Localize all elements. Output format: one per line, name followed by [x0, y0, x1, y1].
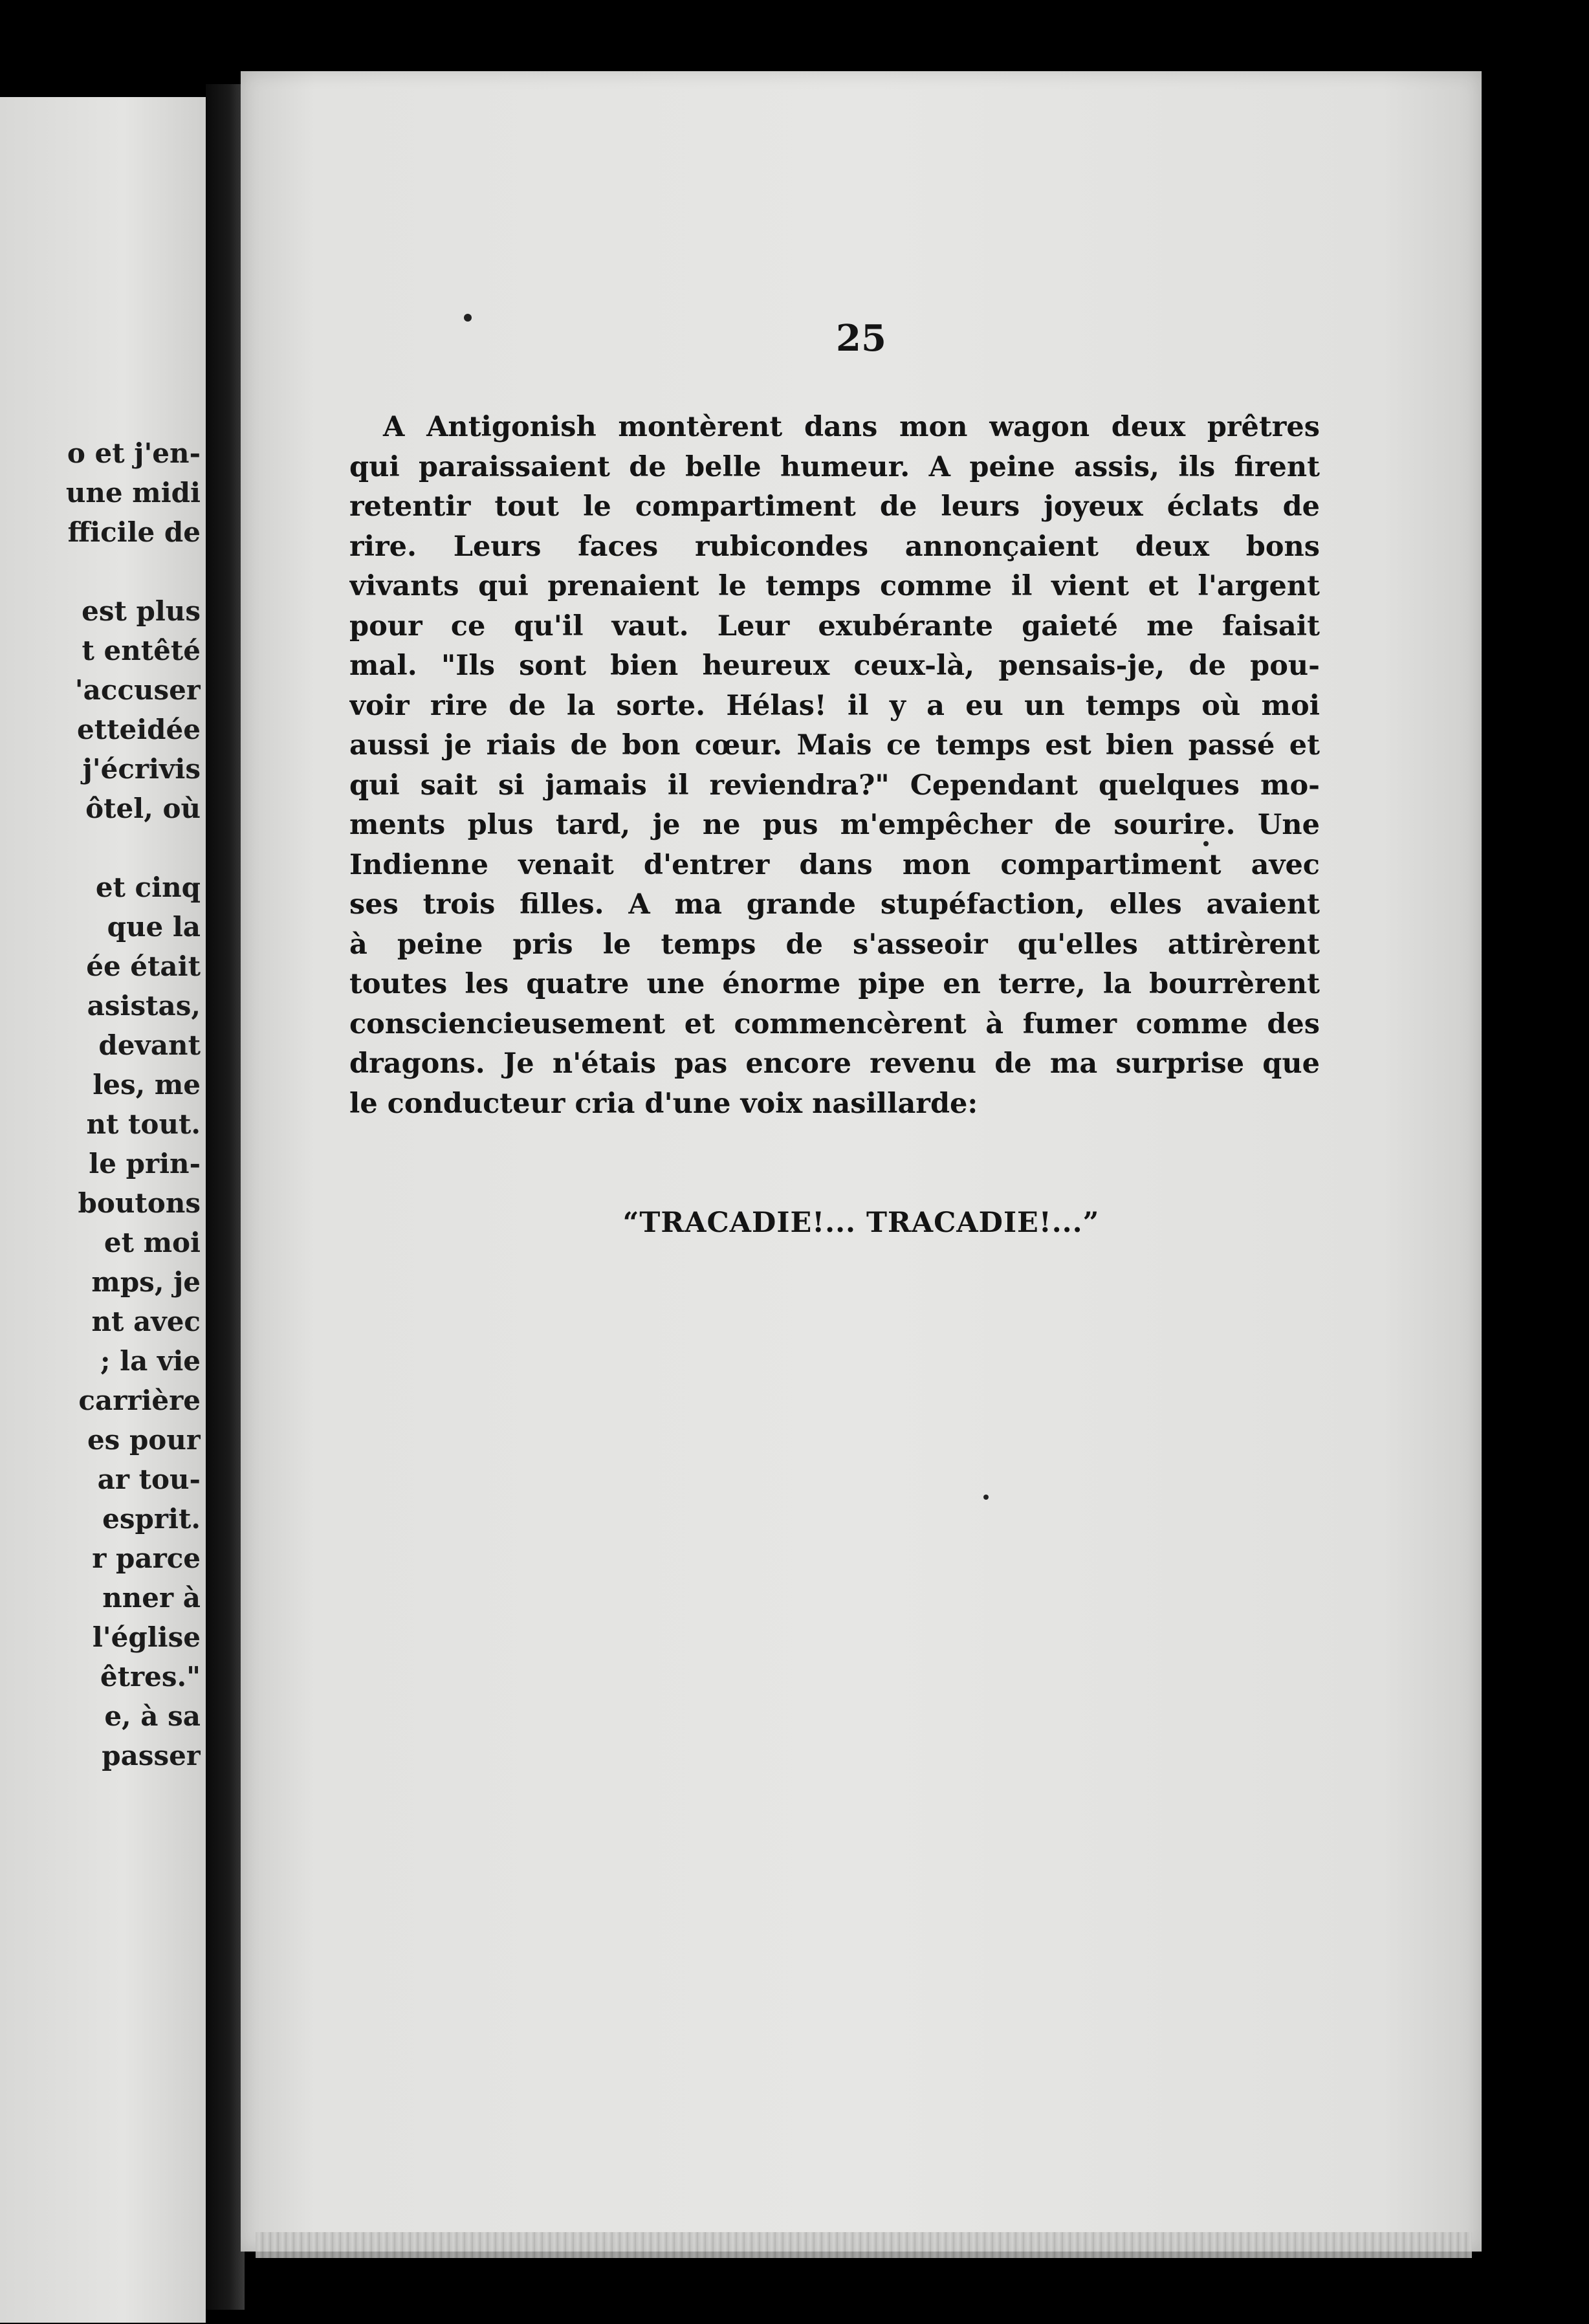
body-paragraph	[349, 408, 1320, 1124]
text-line: aussi je riais de bon cœur. Mais ce temps est bien passé et	[349, 729, 1320, 762]
previous-page-line: esprit.	[102, 1503, 201, 1535]
previous-page-line: etteidée	[76, 714, 201, 745]
previous-page-line: e, à sa	[104, 1700, 201, 1732]
text-line: toutes les quatre une énorme pipe en terre, la bourrèrent	[349, 968, 1320, 1000]
ink-speck	[464, 314, 472, 322]
ink-speck	[983, 1495, 989, 1500]
current-page	[241, 71, 1482, 2252]
previous-page-line: nner à	[102, 1582, 201, 1614]
previous-page-line: l'église	[92, 1621, 201, 1653]
text-line: ments plus tard, je ne pus m'empêcher de sourire. Une	[349, 809, 1320, 841]
previous-page-line: que la	[107, 911, 201, 943]
previous-page-line: le prin-	[89, 1148, 201, 1179]
text-line: pour ce qu'il vaut. Leur exubérante gaieté me faisait	[349, 609, 1320, 642]
text-line: mal. "Ils sont bien heureux ceux-là, pensais-je, de pou-	[349, 650, 1320, 682]
book-gutter	[206, 84, 245, 2310]
station-callout: “TRACADIE!... TRACADIE!...”	[622, 1207, 1100, 1239]
previous-page-line: êtres."	[100, 1661, 201, 1693]
previous-page-line	[0, 552, 201, 591]
text-line: le conducteur cria d'une voix nasillarde:	[349, 1087, 978, 1120]
page-edge	[256, 2232, 1472, 2258]
text-line: consciencieusement et commencèrent à fumer comme des	[349, 1007, 1320, 1040]
previous-page-line: et cinq	[95, 872, 201, 903]
previous-page-line: es pour	[87, 1424, 201, 1456]
previous-page-line: ; la vie	[100, 1345, 201, 1377]
previous-page-text	[0, 433, 201, 1775]
previous-page-line: mps, je	[91, 1266, 201, 1298]
previous-page-line: nt avec	[91, 1306, 201, 1337]
previous-page-line: ar tou-	[97, 1463, 201, 1495]
previous-page	[0, 97, 206, 2323]
previous-page-line: fficile de	[67, 516, 201, 548]
previous-page-line: devant	[98, 1029, 201, 1061]
previous-page-line: asistas,	[87, 990, 201, 1022]
previous-page-line: les, me	[93, 1069, 201, 1101]
text-line: qui paraissaient de belle humeur. A peine assis, ils firent	[349, 450, 1320, 483]
previous-page-line: est plus	[82, 595, 201, 627]
previous-page-line: r parce	[92, 1542, 201, 1574]
text-line: A Antigonish montèrent dans mon wagon deux prêtres	[383, 411, 1320, 443]
text-line: retentir tout le compartiment de leurs joyeux éclats de	[349, 490, 1320, 523]
text-line: ses trois filles. A ma grande stupéfaction, elles avaient	[349, 888, 1320, 921]
previous-page-line: et moi	[104, 1227, 201, 1258]
previous-page-line: ée était	[86, 950, 201, 982]
previous-page-line: o et j'en-	[67, 437, 201, 469]
page-number: 25	[836, 317, 886, 360]
previous-page-line: boutons	[78, 1187, 201, 1219]
text-line: Indienne venait d'entrer dans mon compartiment avec	[349, 848, 1320, 881]
previous-page-line: nt tout.	[86, 1108, 201, 1140]
previous-page-line: j'écrivis	[82, 753, 201, 785]
text-line: rire. Leurs faces rubicondes annonçaient deux bons	[349, 530, 1320, 563]
previous-page-line: carrière	[78, 1385, 201, 1416]
previous-page-line	[0, 828, 201, 868]
text-line: voir rire de la sorte. Hélas! il y a eu un temps où moi	[349, 689, 1320, 722]
previous-page-line: t entêté	[82, 635, 201, 666]
previous-page-line: une midi	[65, 477, 201, 509]
text-line: à peine pris le temps de s'asseoir qu'elles attirèrent	[349, 928, 1320, 961]
text-line: dragons. Je n'étais pas encore revenu de ma surprise que	[349, 1047, 1320, 1080]
previous-page-line: 'accuser	[74, 674, 201, 706]
previous-page-line: passer	[102, 1740, 201, 1771]
text-line: vivants qui prenaient le temps comme il vient et l'argent	[349, 570, 1320, 602]
previous-page-line: ôtel, où	[85, 793, 201, 824]
text-line: qui sait si jamais il reviendra?" Cependant quelques mo-	[349, 769, 1320, 802]
ink-speck	[1203, 841, 1209, 846]
